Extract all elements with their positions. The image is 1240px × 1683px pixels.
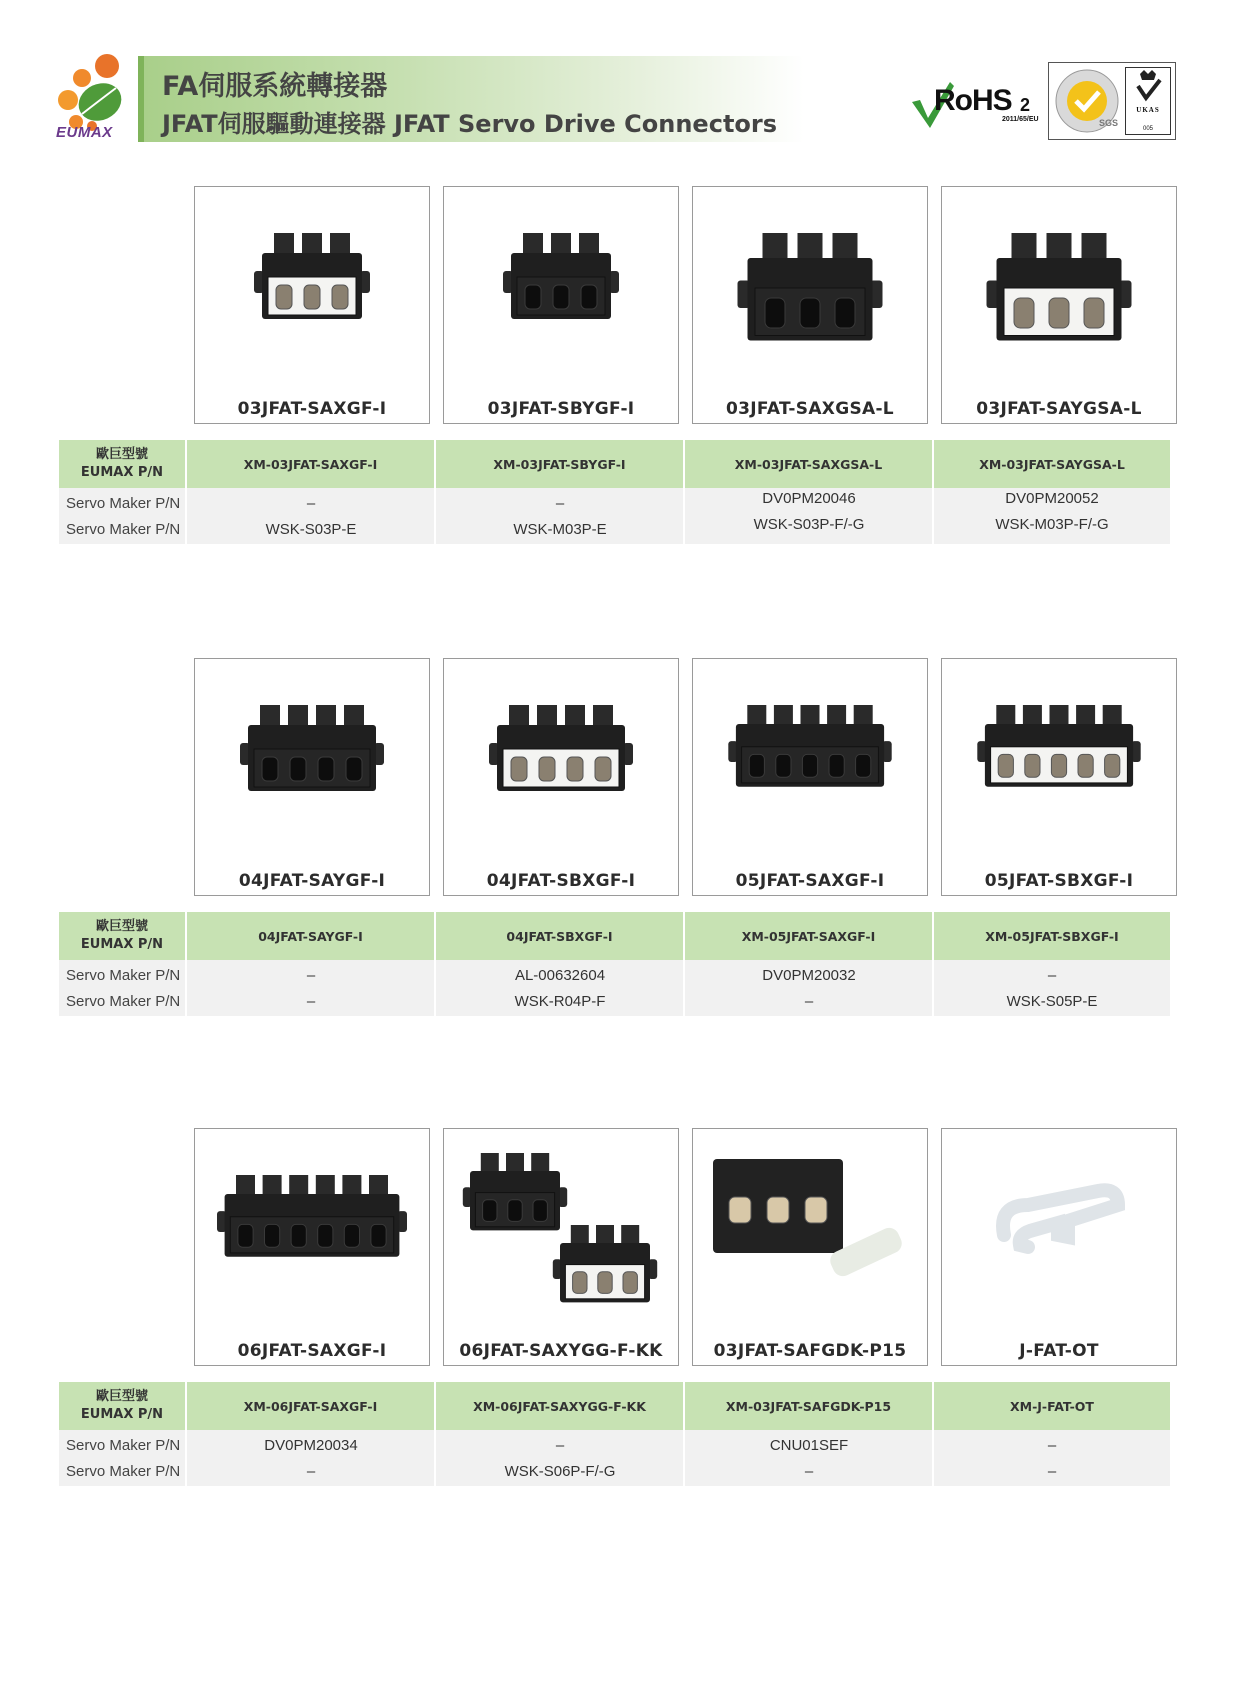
product-name: 03JFAT-SAXGF-I — [237, 399, 387, 419]
label-cn: 歐巨型號 — [95, 447, 148, 462]
connector-drawing — [450, 1135, 672, 1321]
connector-image — [201, 193, 423, 379]
eumax-pn-cell: XM-03JFAT-SBYGF-I — [436, 440, 683, 488]
product-name: 03JFAT-SAYGSA-L — [976, 399, 1142, 419]
sgs-label: SGS — [1099, 118, 1119, 128]
maker-pn-cell: – — [306, 967, 316, 984]
eumax-pn-cell: XM-06JFAT-SAXGF-I — [187, 1382, 434, 1430]
table-label-header — [59, 912, 185, 960]
label-en: EUMAX P/N — [80, 937, 164, 952]
connector-drawing — [201, 1135, 423, 1321]
maker-pn-cell: – — [306, 1463, 316, 1480]
label-en: EUMAX P/N — [80, 1407, 164, 1422]
eumax-pn-cell: XM-03JFAT-SAFGDK-P15 — [685, 1382, 932, 1430]
maker-pn-cell: – — [804, 993, 814, 1010]
maker-pn-cell: WSK-S06P-F/-G — [504, 1463, 616, 1480]
row-label: Servo Maker P/N — [66, 495, 181, 512]
connector-drawing — [450, 193, 672, 379]
label-cn: 歐巨型號 — [95, 1389, 148, 1404]
connector-image — [948, 193, 1170, 379]
eumax-pn-cell: XM-06JFAT-SAXYGG-F-KK — [436, 1382, 683, 1430]
page-title-chinese: FA伺服系統轉接器 — [162, 71, 388, 102]
product-name: 03JFAT-SAXGSA-L — [726, 399, 894, 419]
spec-table — [59, 912, 1170, 1016]
maker-pn-cell: DV0PM20032 — [762, 967, 856, 984]
eumax-pn-cell: XM-J-FAT-OT — [934, 1382, 1170, 1430]
label-cn: 歐巨型號 — [95, 919, 148, 934]
connector-drawing — [201, 665, 423, 851]
connector-image — [948, 1135, 1170, 1321]
maker-pn-cell: – — [1047, 1437, 1057, 1454]
ukas-crown-icon — [1126, 68, 1170, 104]
maker-pn-cell: – — [306, 495, 316, 512]
page-title-english: JFAT伺服驅動連接器 JFAT Servo Drive Connectors — [162, 110, 778, 138]
product-card — [194, 1128, 430, 1366]
spec-table — [59, 440, 1170, 544]
rohs-directive: 2011/65/EU — [1002, 116, 1039, 123]
table-label-header — [59, 440, 185, 488]
connector-drawing — [699, 193, 921, 379]
product-card — [194, 186, 430, 424]
connector-drawing — [699, 1135, 921, 1321]
maker-pn-cell: – — [1047, 1463, 1057, 1480]
certification-badge — [1048, 62, 1176, 140]
connector-drawing — [948, 1135, 1170, 1321]
connector-image — [201, 665, 423, 851]
page-header — [0, 0, 1240, 160]
ukas-label: UKAS — [1136, 106, 1160, 114]
connector-image — [450, 193, 672, 379]
maker-pn-cell: CNU01SEF — [769, 1437, 849, 1454]
product-card — [443, 658, 679, 896]
product-name: 06JFAT-SAXGF-I — [237, 1341, 387, 1361]
maker-pn-cell: WSK-S05P-E — [1006, 993, 1098, 1010]
product-name: 03JFAT-SAFGDK-P15 — [713, 1341, 907, 1361]
ukas-number: 005 — [1142, 126, 1153, 132]
product-card — [941, 186, 1177, 424]
label-en: EUMAX P/N — [80, 465, 164, 480]
connector-drawing — [201, 193, 423, 379]
maker-pn-cell: – — [1047, 967, 1057, 984]
product-name: 05JFAT-SBXGF-I — [984, 871, 1134, 891]
connector-image — [699, 1135, 921, 1321]
connector-image — [699, 193, 921, 379]
product-card — [194, 658, 430, 896]
row-label: Servo Maker P/N — [66, 967, 181, 984]
connector-drawing — [948, 665, 1170, 851]
ukas-badge — [1125, 67, 1171, 135]
eumax-pn-cell: 04JFAT-SAYGF-I — [187, 912, 434, 960]
maker-pn-cell: WSK-S03P-F/-G — [753, 516, 865, 533]
connector-drawing — [450, 665, 672, 851]
connector-image — [450, 1135, 672, 1321]
eumax-pn-cell: XM-05JFAT-SBXGF-I — [934, 912, 1170, 960]
maker-pn-cell: WSK-M03P-E — [513, 521, 607, 538]
connector-image — [450, 665, 672, 851]
row-label: Servo Maker P/N — [66, 993, 181, 1010]
eumax-pn-cell: XM-03JFAT-SAYGSA-L — [934, 440, 1170, 488]
product-name: 04JFAT-SAYGF-I — [238, 871, 386, 891]
connector-drawing — [948, 193, 1170, 379]
maker-pn-cell: – — [555, 1437, 565, 1454]
product-name: J-FAT-OT — [1019, 1341, 1099, 1361]
connector-image — [201, 1135, 423, 1321]
spec-table — [59, 1382, 1170, 1486]
logo-text: EUMAX — [56, 124, 113, 141]
row-label: Servo Maker P/N — [66, 521, 181, 538]
product-card — [692, 1128, 928, 1366]
row-label: Servo Maker P/N — [66, 1463, 181, 1480]
maker-pn-cell: WSK-S03P-E — [265, 521, 357, 538]
product-card — [692, 658, 928, 896]
row-label: Servo Maker P/N — [66, 1437, 181, 1454]
maker-pn-cell: WSK-M03P-F/-G — [995, 516, 1109, 533]
product-name: 04JFAT-SBXGF-I — [486, 871, 636, 891]
maker-pn-cell: – — [306, 993, 316, 1010]
product-card — [692, 186, 928, 424]
product-card — [941, 658, 1177, 896]
eumax-pn-cell: XM-03JFAT-SAXGSA-L — [685, 440, 932, 488]
connector-drawing — [699, 665, 921, 851]
rohs-version: 2 — [1020, 95, 1031, 115]
maker-pn-cell: DV0PM20046 — [762, 490, 856, 507]
eumax-pn-cell: 04JFAT-SBXGF-I — [436, 912, 683, 960]
eumax-pn-cell: XM-03JFAT-SAXGF-I — [187, 440, 434, 488]
product-name: 05JFAT-SAXGF-I — [735, 871, 885, 891]
maker-pn-cell: – — [804, 1463, 814, 1480]
rohs-logo-text: RoHS — [934, 84, 1012, 117]
maker-pn-cell: AL-00632604 — [514, 967, 606, 984]
product-name: 03JFAT-SBYGF-I — [487, 399, 635, 419]
product-card — [443, 186, 679, 424]
maker-pn-cell: DV0PM20034 — [264, 1437, 358, 1454]
table-label-header — [59, 1382, 185, 1430]
maker-pn-cell: DV0PM20052 — [1005, 490, 1099, 507]
product-card — [941, 1128, 1177, 1366]
connector-image — [699, 665, 921, 851]
maker-pn-cell: – — [555, 495, 565, 512]
eumax-pn-cell: XM-05JFAT-SAXGF-I — [685, 912, 932, 960]
product-name: 06JFAT-SAXYGG-F-KK — [459, 1341, 663, 1361]
maker-pn-cell: WSK-R04P-F — [514, 993, 606, 1010]
connector-image — [948, 665, 1170, 851]
product-card — [443, 1128, 679, 1366]
